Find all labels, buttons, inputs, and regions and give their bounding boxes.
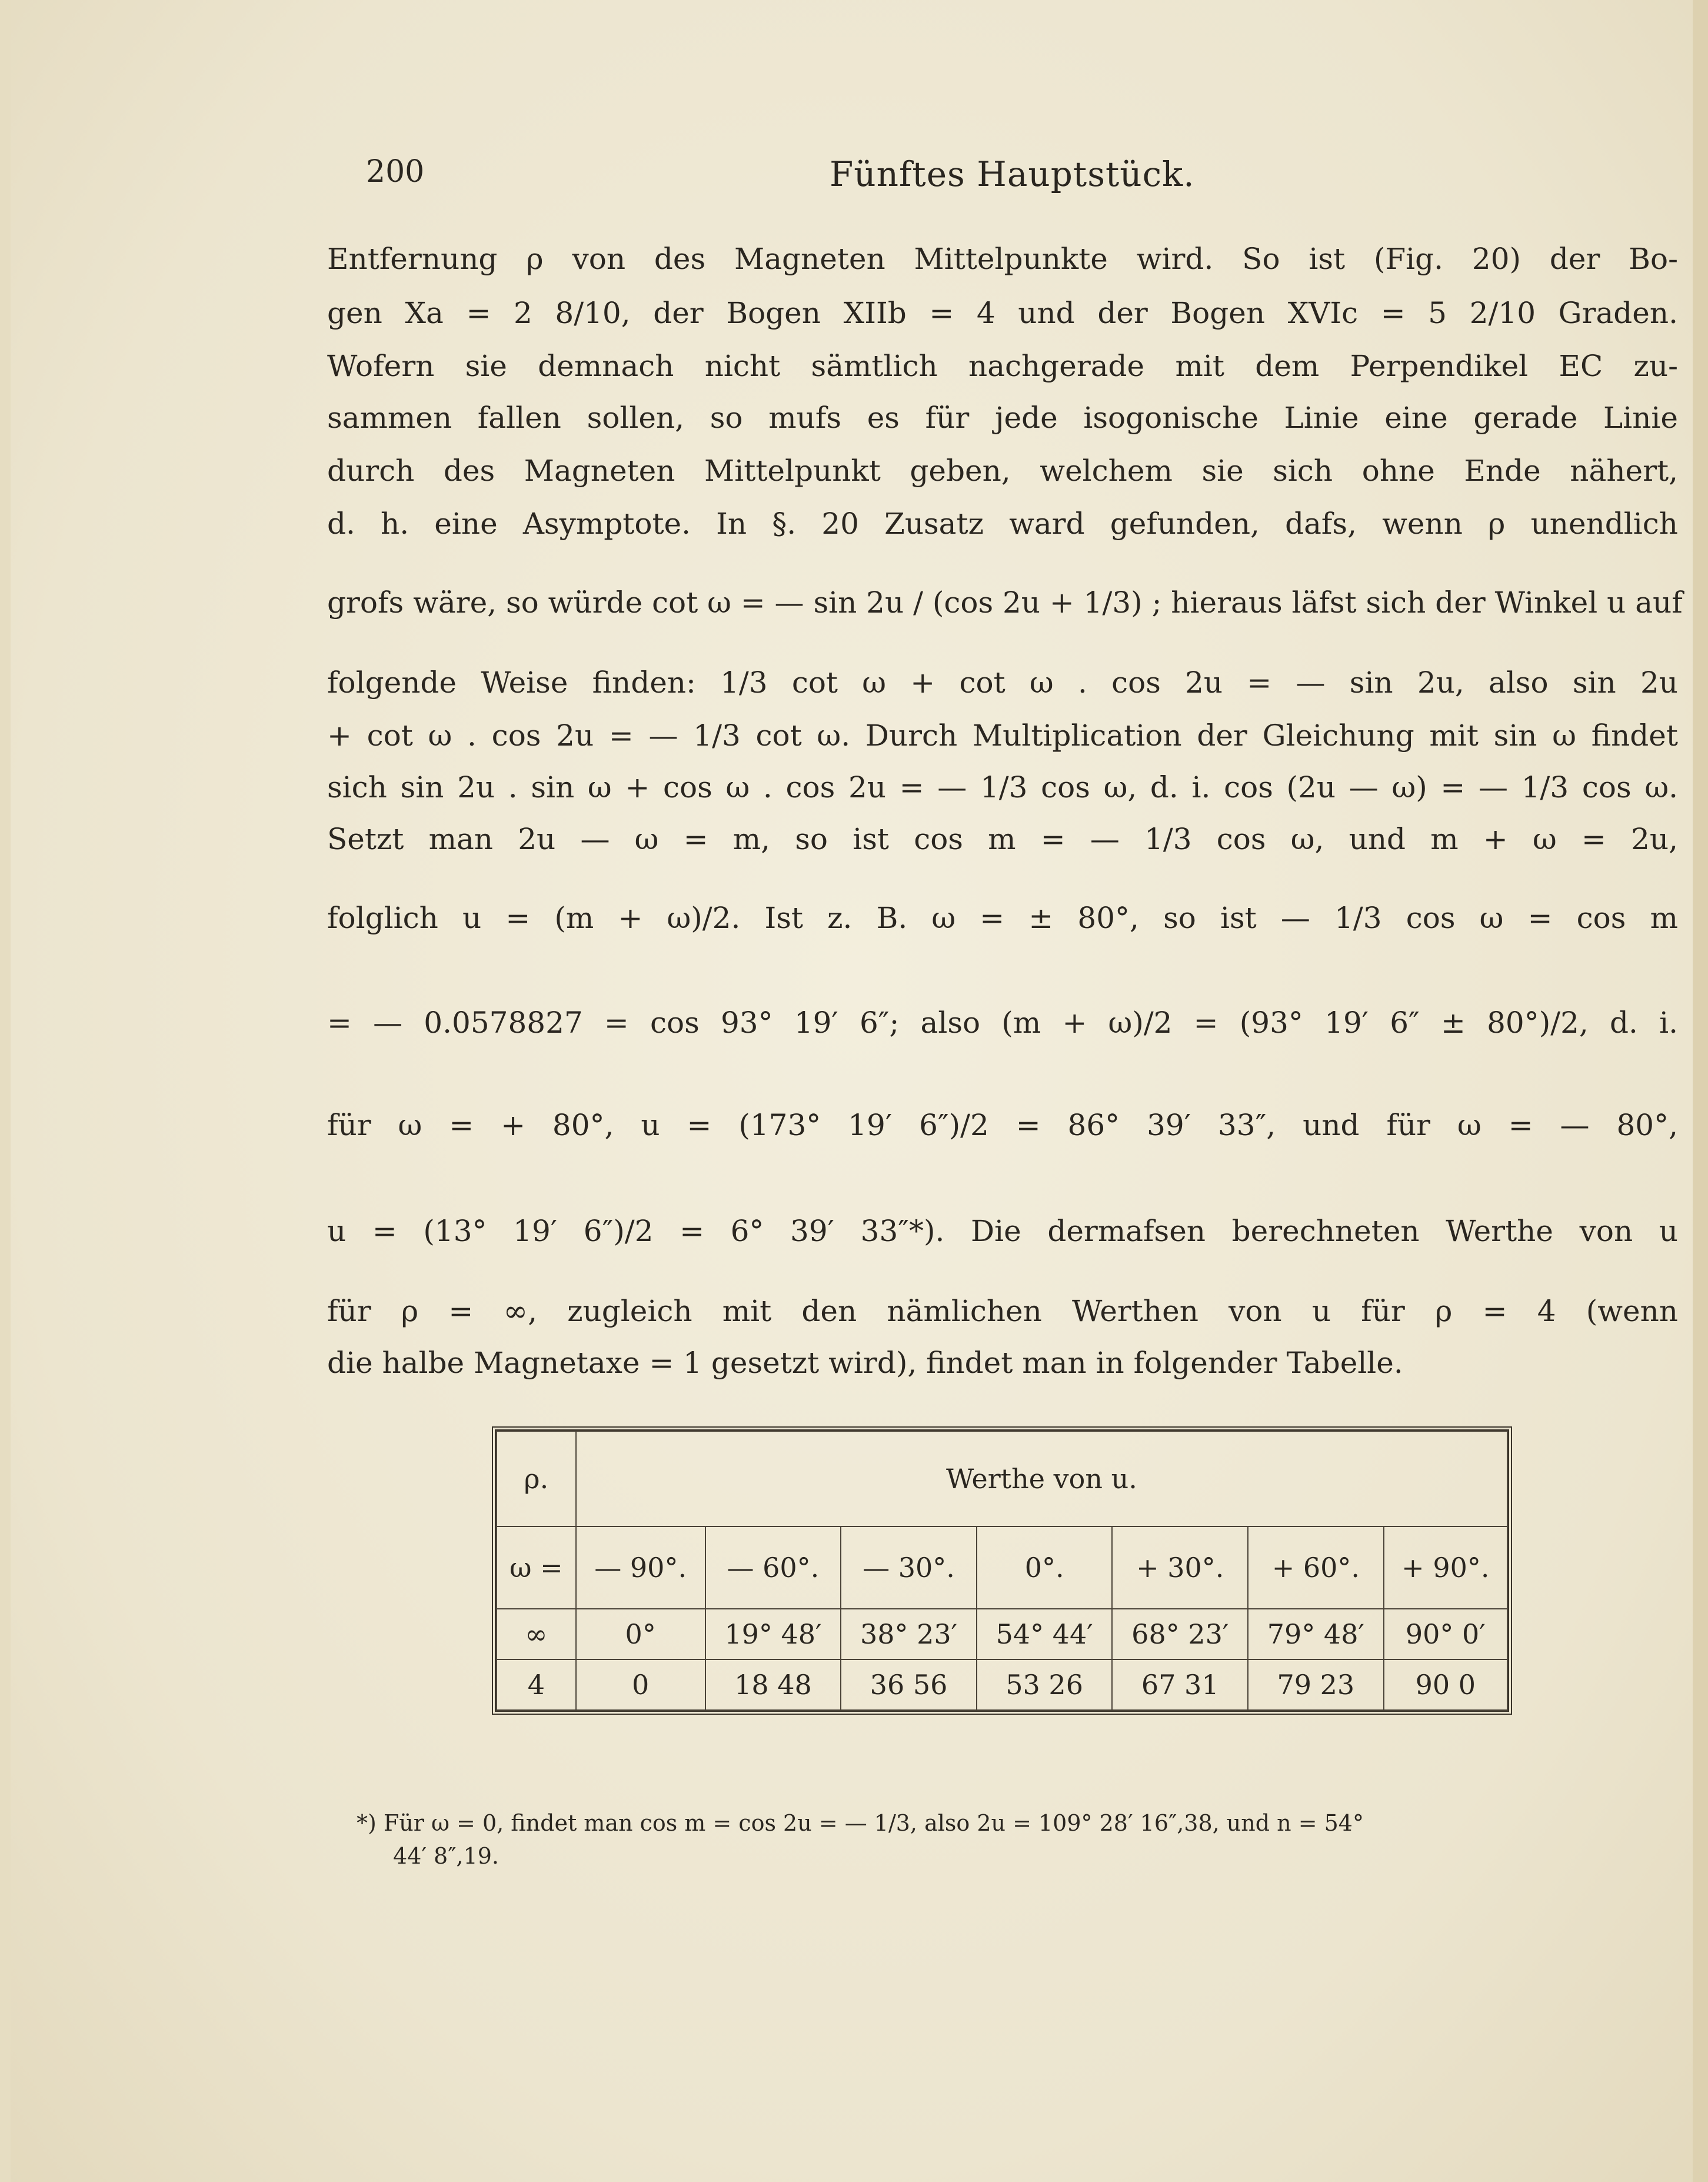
table-cell: 54° 44′ bbox=[977, 1609, 1113, 1659]
table-cell: 79 23 bbox=[1248, 1659, 1384, 1710]
table-cell: 53 26 bbox=[977, 1659, 1113, 1710]
table-cell: 19° 48′ bbox=[705, 1609, 841, 1659]
body-line: Setzt man 2u — ω = m, so ist cos m = — 1/3 cos ω, und m + ω = 2u, bbox=[327, 822, 1678, 856]
table-cell: 79° 48′ bbox=[1248, 1609, 1384, 1659]
omega-value: + 90°. bbox=[1384, 1526, 1507, 1609]
body-line: folglich u = (m + ω)/2. Ist z. B. ω = ± 80°, so ist — 1/3 cos ω = cos m bbox=[327, 901, 1678, 935]
page-left-edge bbox=[0, 0, 11, 2182]
table-group-header: Werthe von u. bbox=[576, 1431, 1507, 1526]
body-line: u = (13° 19′ 6″)/2 = 6° 39′ 33″*). Die dermafsen berechneten Werthe von u bbox=[327, 1214, 1678, 1248]
omega-value: 0°. bbox=[977, 1526, 1113, 1609]
running-head: Fünftes Hauptstück. bbox=[830, 154, 1195, 194]
body-line: grofs wäre, so würde cot ω = — sin 2u / (cos 2u + 1/3) ; hieraus läfst sich der Winkel u auf bbox=[327, 586, 1683, 620]
body-line: + cot ω . cos 2u = — 1/3 cot ω. Durch Multiplication der Gleichung mit sin ω findet bbox=[327, 719, 1678, 753]
table-row bbox=[497, 1609, 1507, 1659]
values-table bbox=[492, 1426, 1512, 1715]
body-line: durch des Magneten Mittelpunkt geben, welchem sie sich ohne Ende nähert, bbox=[327, 454, 1678, 488]
table-cell: 90° 0′ bbox=[1384, 1609, 1507, 1659]
table-cell: 18 48 bbox=[705, 1659, 841, 1710]
table-row bbox=[497, 1659, 1507, 1710]
table-cell: 36 56 bbox=[841, 1659, 977, 1710]
body-line: für ω = + 80°, u = (173° 19′ 6″)/2 = 86° 39′ 33″, und für ω = — 80°, bbox=[327, 1108, 1678, 1142]
body-line: d. h. eine Asymptote. In §. 20 Zusatz ward gefunden, dafs, wenn ρ unendlich bbox=[327, 507, 1678, 541]
omega-value: — 90°. bbox=[576, 1526, 705, 1609]
page-number: 200 bbox=[366, 154, 425, 189]
footnote bbox=[357, 1807, 1674, 1872]
body-line: sich sin 2u . sin ω + cos ω . cos 2u = — 1/3 cos ω, d. i. cos (2u — ω) = — 1/3 cos ω. bbox=[327, 770, 1678, 804]
footnote-line: 44′ 8″,19. bbox=[393, 1843, 499, 1869]
table-corner-label: ρ. bbox=[497, 1431, 576, 1526]
table-cell: 90 0 bbox=[1384, 1659, 1507, 1710]
omega-value: — 60°. bbox=[705, 1526, 841, 1609]
body-line: gen Xa = 2 8/10, der Bogen XIIb = 4 und der Bogen XVIc = 5 2/10 Graden. bbox=[327, 296, 1678, 330]
table-cell: 68° 23′ bbox=[1112, 1609, 1248, 1659]
omega-value: + 30°. bbox=[1112, 1526, 1248, 1609]
body-line: Wofern sie demnach nicht sämtlich nachgerade mit dem Perpendikel EC zu- bbox=[327, 349, 1678, 383]
body-line: Entfernung ρ von des Magneten Mittelpunkte wird. So ist (Fig. 20) der Bo- bbox=[327, 242, 1678, 276]
table-cell: 38° 23′ bbox=[841, 1609, 977, 1659]
body-line: = — 0.0578827 = cos 93° 19′ 6″; also (m + ω)/2 = (93° 19′ 6″ ± 80°)/2, d. i. bbox=[327, 1006, 1678, 1040]
table-cell: 67 31 bbox=[1112, 1659, 1248, 1710]
rho-value: 4 bbox=[497, 1659, 576, 1710]
body-line: sammen fallen sollen, so mufs es für jede isogonische Linie eine gerade Linie bbox=[327, 401, 1678, 435]
omega-value: + 60°. bbox=[1248, 1526, 1384, 1609]
body-line: die halbe Magnetaxe = 1 gesetzt wird), findet man in folgender Tabelle. bbox=[327, 1346, 1403, 1380]
table-cell: 0 bbox=[576, 1659, 705, 1710]
omega-label: ω = bbox=[497, 1526, 576, 1609]
body-line: für ρ = ∞, zugleich mit den nämlichen Werthen von u für ρ = 4 (wenn bbox=[327, 1294, 1678, 1328]
omega-value: — 30°. bbox=[841, 1526, 977, 1609]
footnote-line: *) Für ω = 0, findet man cos m = cos 2u = — 1/3, also 2u = 109° 28′ 16″,38, und n = 54° bbox=[357, 1810, 1364, 1836]
table-cell: 0° bbox=[576, 1609, 705, 1659]
rho-value: ∞ bbox=[497, 1609, 576, 1659]
page-header bbox=[0, 154, 1708, 201]
page-right-edge bbox=[1693, 0, 1708, 2182]
body-line: folgende Weise finden: 1/3 cot ω + cot ω . cos 2u = — sin 2u, also sin 2u bbox=[327, 666, 1678, 700]
